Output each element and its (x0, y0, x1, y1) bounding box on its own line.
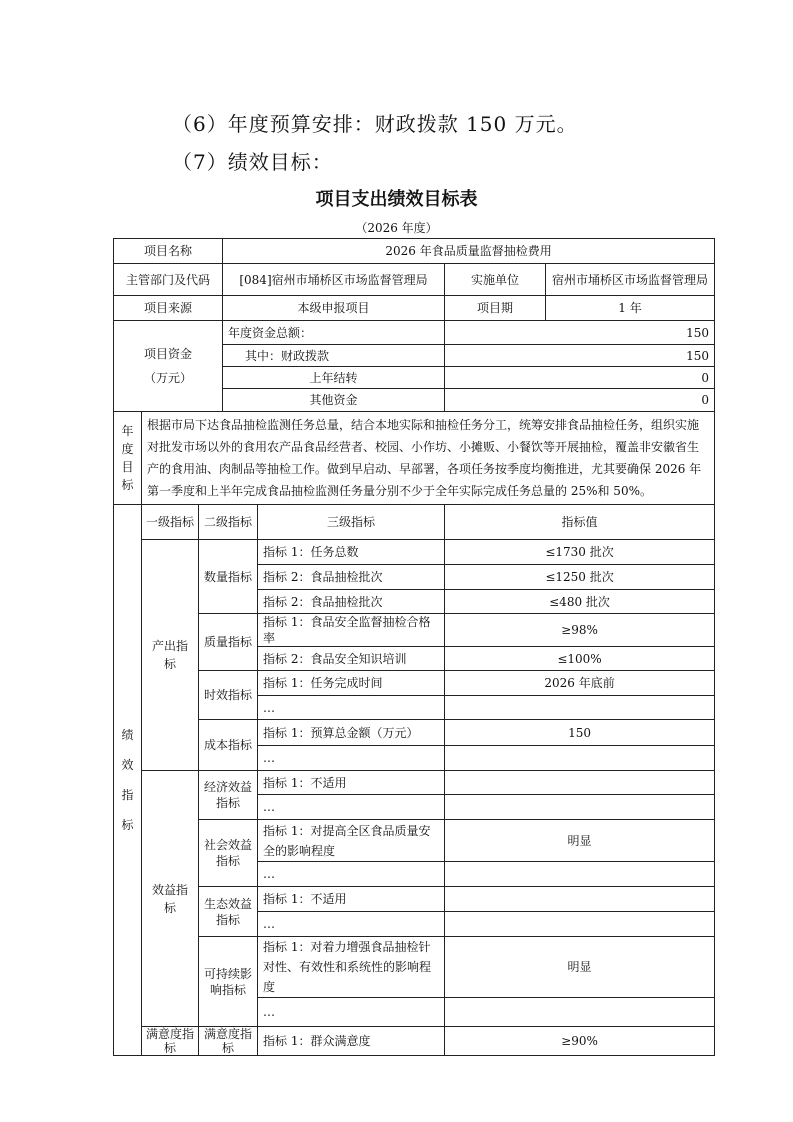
fund-label: 上年结转 (223, 367, 445, 389)
impl: 宿州市埇桥区市场监督管理局 (546, 264, 715, 296)
indicator-value (445, 795, 715, 820)
level2-ecological: 生态效益指标 (199, 887, 258, 937)
indicator-value (445, 696, 715, 720)
level2-sustainable: 可持续影响指标 (199, 937, 258, 1027)
fund-label: 其中：财政拨款 (223, 345, 445, 367)
indicator-value: 150 (445, 720, 715, 746)
indicator-value: ≤100% (445, 647, 715, 671)
level1-benefit: 效益指标 (142, 771, 199, 1027)
funds-label-cell (114, 321, 223, 412)
level2-satisfaction: 满意度指标 (199, 1027, 258, 1056)
indicator-value: ≥98% (445, 614, 715, 647)
fund-value: 0 (445, 389, 715, 412)
indicator-name: 指标 2：食品安全知识培训 (258, 647, 445, 671)
indicator-value: ≤1730 批次 (445, 540, 715, 565)
goal-label: 年度目标 (114, 412, 142, 505)
indicator-name: … (258, 746, 445, 771)
indicator-name: … (258, 862, 445, 887)
indicator-value: 明显 (445, 820, 715, 862)
fund-value: 150 (445, 345, 715, 367)
indicator-value (445, 998, 715, 1027)
impl-label: 实施单位 (445, 264, 546, 296)
indicator-value: ≥90% (445, 1027, 715, 1056)
indicator-value (445, 771, 715, 795)
year-label: （2026 年度） (355, 221, 438, 235)
fund-label: 年度资金总额： (223, 321, 445, 345)
project-name: 2026 年食品质量监督抽检费用 (223, 239, 715, 264)
funds-unit: （万元） (143, 371, 192, 385)
indicator-value: ≤1250 批次 (445, 565, 715, 590)
indicator-value (445, 862, 715, 887)
indicator-name: 指标 1：对提高全区食品质量安全的影响程度 (258, 820, 445, 862)
indicator-name: 指标 1：预算总金额（万元） (258, 720, 445, 746)
header-level3: 三级指标 (258, 505, 445, 540)
indicator-name: 指标 1：不适用 (258, 771, 445, 795)
indicator-name: … (258, 912, 445, 937)
fund-label: 其他资金 (223, 389, 445, 412)
indicator-name: 指标 1：不适用 (258, 887, 445, 912)
indicator-name: … (258, 795, 445, 820)
period-label: 项目期 (445, 296, 546, 321)
indicator-value (445, 912, 715, 937)
level2-quantity: 数量指标 (199, 540, 258, 614)
indicator-value (445, 746, 715, 771)
indicator-name: 指标 1：对着力增强食品抽检针对性、有效性和系统性的影响程度 (258, 937, 445, 998)
indicator-value (445, 887, 715, 912)
level2-cost: 成本指标 (199, 720, 258, 771)
level1-output: 产出指标 (142, 540, 199, 771)
indicator-name: … (258, 998, 445, 1027)
indicator-value: ≤480 批次 (445, 590, 715, 614)
dept-label: 主管部门及代码 (114, 264, 223, 296)
indicator-name: 指标 2：食品抽检批次 (258, 565, 445, 590)
header-value: 指标值 (445, 505, 715, 540)
indicator-name: 指标 1：食品安全监督抽检合格率 (258, 614, 445, 647)
performance-goal-heading: （7）绩效目标： (172, 150, 333, 174)
table-title: 项目支出绩效目标表 (315, 189, 478, 210)
source: 本级申报项目 (223, 296, 445, 321)
performance-table (113, 238, 715, 1056)
level2-economic: 经济效益指标 (199, 771, 258, 820)
perf-label: 绩效指标 (114, 505, 142, 1056)
indicator-name: 指标 1：任务总数 (258, 540, 445, 565)
indicator-name: 指标 1：群众满意度 (258, 1027, 445, 1056)
level2-timeliness: 时效指标 (199, 671, 258, 720)
funds-label: 项目资金 (143, 347, 192, 361)
project-name-label: 项目名称 (114, 239, 223, 264)
dept: [084]宿州市埇桥区市场监督管理局 (223, 264, 445, 296)
indicator-name: … (258, 696, 445, 720)
level1-satisfaction: 满意度指标 (142, 1027, 199, 1056)
fund-value: 0 (445, 367, 715, 389)
header-level2: 二级指标 (199, 505, 258, 540)
period: 1 年 (546, 296, 715, 321)
fund-value: 150 (445, 321, 715, 345)
level2-quality: 质量指标 (199, 614, 258, 671)
indicator-name: 指标 1：任务完成时间 (258, 671, 445, 696)
indicator-value: 2026 年底前 (445, 671, 715, 696)
goal-text: 根据市局下达食品抽检监测任务总量，结合本地实际和抽检任务分工，统筹安排食品抽检任务，组织实施对批发市场以外的食用农产品食品经营者、校园、小作坊、小摊贩、小餐饮等开展抽检，覆盖非安徽省生产的食用油、肉制品等抽检工作。做到早启动、早部署，各项任务按季度均衡推进，尤其要确保 2026 年第一季度和上半年完成食品抽检监测任务量分别不少于全年实际完成任务总量的 25%和 50%。 (142, 412, 715, 505)
source-label: 项目来源 (114, 296, 223, 321)
budget-line: （6）年度预算安排：财政拨款 150 万元。 (172, 112, 578, 136)
header-level1: 一级指标 (142, 505, 199, 540)
level2-social: 社会效益指标 (199, 820, 258, 887)
indicator-name: 指标 2：食品抽检批次 (258, 590, 445, 614)
indicator-value: 明显 (445, 937, 715, 998)
